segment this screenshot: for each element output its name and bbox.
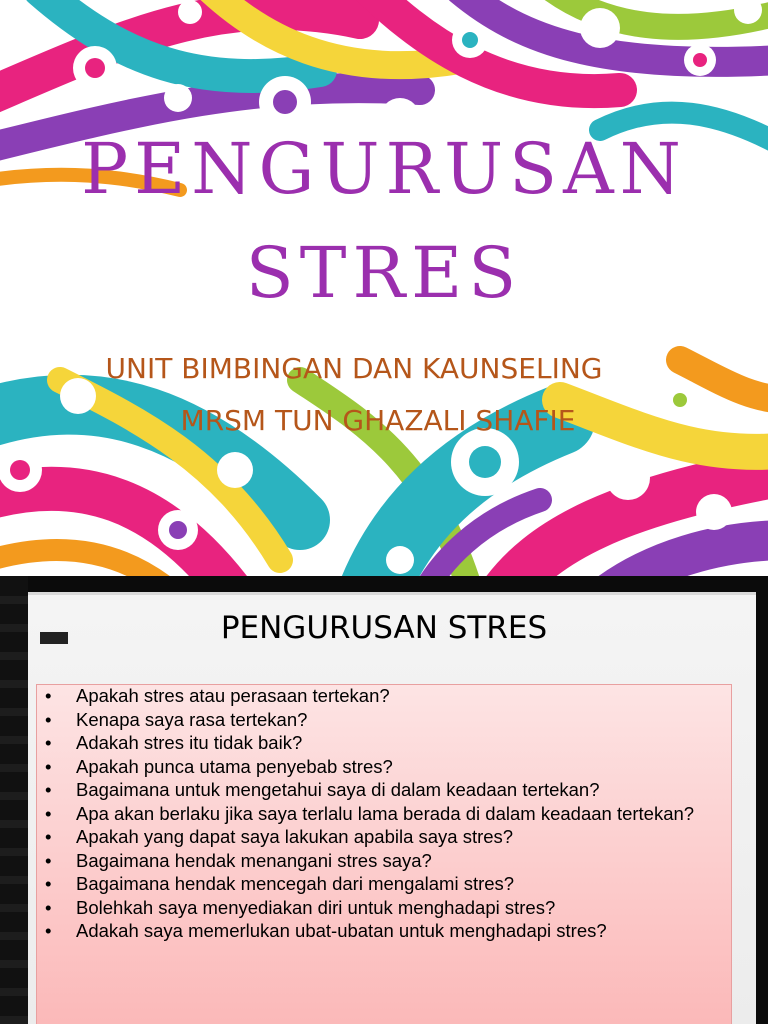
list-item bbox=[45, 875, 716, 893]
bullet-icon: • bbox=[45, 873, 52, 894]
question-text: Adakah stres itu tidak baik? bbox=[76, 732, 303, 753]
list-item bbox=[45, 922, 716, 940]
question-text: Apakah punca utama penyebab stres? bbox=[76, 755, 393, 777]
bullet-icon: • bbox=[45, 685, 52, 706]
bullet-icon: • bbox=[45, 732, 52, 753]
question-text: Apakah yang dapat saya lakukan apabila saya stres? bbox=[76, 826, 514, 847]
bullet-icon: • bbox=[45, 920, 52, 941]
slide-title-line1: PENGURUSAN bbox=[81, 128, 687, 210]
questions-slide bbox=[0, 576, 768, 1024]
list-item bbox=[45, 802, 716, 824]
bullet-icon: • bbox=[45, 755, 52, 777]
bullet-icon: • bbox=[45, 708, 52, 730]
list-item bbox=[45, 687, 716, 705]
question-text: Apakah stres atau perasaan tertekan? bbox=[76, 685, 390, 706]
list-item bbox=[45, 755, 716, 777]
list-item bbox=[45, 896, 716, 918]
list-item bbox=[45, 849, 716, 871]
question-text: Kenapa saya rasa tertekan? bbox=[76, 708, 308, 730]
bullet-icon: • bbox=[45, 802, 52, 824]
slide-title-line2: STRES bbox=[245, 232, 523, 314]
list-item bbox=[45, 828, 716, 846]
question-text: Bagaimana hendak mencegah dari mengalami stres? bbox=[76, 873, 515, 894]
subtitle-school: MRSM TUN GHAZALI SHAFIE bbox=[180, 404, 576, 437]
question-text: Bagaimana hendak menangani stres saya? bbox=[76, 849, 432, 871]
page-title: PENGURUSAN STRES bbox=[220, 610, 548, 646]
list-item bbox=[45, 781, 716, 799]
bullet-icon: • bbox=[45, 896, 52, 918]
questions-box bbox=[36, 684, 732, 1024]
question-text: Apa akan berlaku jika saya terlalu lama berada di dalam keadaan tertekan? bbox=[76, 802, 695, 824]
list-item bbox=[45, 734, 716, 752]
subtitle-unit: UNIT BIMBINGAN DAN KAUNSELING bbox=[105, 352, 603, 385]
question-text: Adakah saya memerlukan ubat-ubatan untuk menghadapi stres? bbox=[76, 920, 607, 941]
questions-list bbox=[37, 685, 731, 940]
bullet-icon: • bbox=[45, 849, 52, 871]
question-text: Bolehkah saya menyediakan diri untuk menghadapi stres? bbox=[76, 896, 556, 918]
question-text: Bagaimana untuk mengetahui saya di dalam keadaan tertekan? bbox=[76, 779, 600, 800]
bullet-icon: • bbox=[45, 826, 52, 847]
list-item bbox=[45, 708, 716, 730]
bullet-icon: • bbox=[45, 779, 52, 800]
